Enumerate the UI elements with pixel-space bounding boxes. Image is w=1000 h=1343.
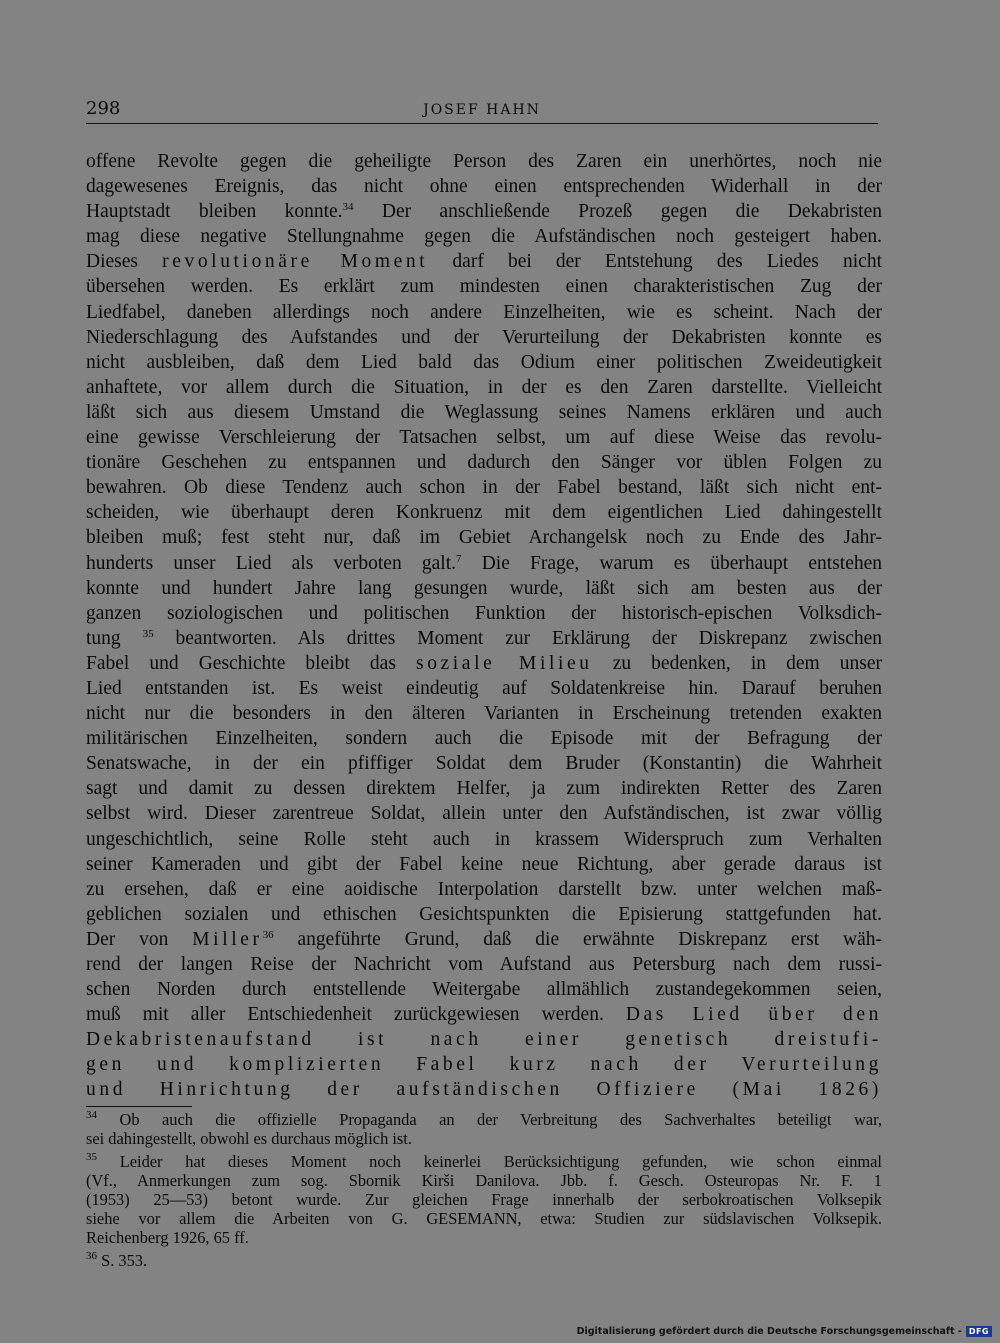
text-line: tung $^{35}$ beantworten. Als drittes Moment zur Erklärung der Diskrepanz zwischen bbox=[86, 627, 882, 649]
footnote-ref[interactable]: 36 bbox=[262, 928, 274, 941]
running-head: JOSEF HAHN bbox=[423, 102, 541, 118]
text-line: selbst wird. Dieser zarentreue Soldat, allein unter den Aufständischen, ist zwar völlig bbox=[86, 803, 882, 825]
text-line: Der von Miller$^{36}$ angeführte Grund, daß die erwähnte Diskrepanz erst wäh- bbox=[86, 928, 882, 950]
text-line: hunderts unser Lied als verboten galt.$^7$ Die Frage, warum es überhaupt entstehen bbox=[86, 552, 882, 574]
text-line: läßt sich aus diesem Umstand die Weglassung seines Namens erklären und auch bbox=[86, 401, 882, 423]
text-line: sagt und damit zu dessen direktem Helfer, ja zum indirekten Retter des Zaren bbox=[86, 778, 882, 800]
emphasis-spaced: Miller bbox=[192, 928, 263, 950]
text-line: tionäre Geschehen zu entspannen und dadurch den Sänger vor üblen Folgen zu bbox=[86, 452, 882, 474]
emphasis-spaced: soziale Milieu bbox=[416, 652, 593, 674]
text-line: nicht nur die besonders in den älteren Varianten in Erscheinung tretenden exakten bbox=[86, 703, 882, 725]
text-line: ganzen soziologischen und politischen Funktion der historisch-epischen Volksdich- bbox=[86, 602, 882, 624]
footnote-ref[interactable]: 7 bbox=[456, 552, 462, 565]
text-line: bewahren. Ob diese Tendenz auch schon in der Fabel bestand, läßt sich nicht ent- bbox=[86, 477, 882, 499]
dfg-logo-icon: DFG bbox=[966, 1326, 992, 1337]
footnote-34 bbox=[86, 1110, 882, 1148]
digitization-banner bbox=[577, 1323, 992, 1339]
text-line: Liedfabel, daneben allerdings noch andere Einzelheiten, wie es scheint. Nach der bbox=[86, 301, 882, 323]
text-line: seiner Kameraden und gibt der Fabel keine neue Richtung, aber gerade daraus ist bbox=[86, 853, 882, 875]
footnote-ref[interactable]: 35 bbox=[142, 627, 154, 640]
footnote-line: $^{36}$ S. 353. bbox=[86, 1251, 148, 1270]
text-line: bleiben muß; fest steht nur, daß im Gebiet Archangelsk noch zu Ende des Jahr- bbox=[86, 527, 882, 549]
text-line: ungeschichtlich, seine Rolle steht auch in krassem Widerspruch zum Verhalten bbox=[86, 828, 882, 850]
text-line: anhaftete, vor allem durch die Situation, in der es den Zaren darstellte. Vielleicht bbox=[86, 376, 882, 398]
text-line: Niederschlagung des Aufstandes und der Verurteilung der Dekabristen konnte es bbox=[86, 326, 882, 348]
text-line: offene Revolte gegen die geheiligte Person des Zaren ein unerhörtes, noch nie bbox=[86, 151, 882, 172]
banner-text: Digitalisierung gefördert durch die Deutsche Forschungsgemeinschaft - bbox=[576, 1325, 962, 1337]
footnotes bbox=[86, 1110, 882, 1274]
text-line: muß mit aller Entschiedenheit zurückgewiesen werden. Das Lied über den bbox=[86, 1004, 882, 1026]
text-line: geblichen sozialen und ethischen Gesichtspunkten die Episierung stattgefunden hat. bbox=[86, 903, 882, 925]
footnote-number: 36 bbox=[86, 1251, 97, 1262]
page-header bbox=[86, 98, 878, 122]
footnote-line: Reichenberg 1926, 65 ff. bbox=[86, 1228, 249, 1247]
text-line: Fabel und Geschichte bleibt das soziale Milieu zu bedenken, in dem unser bbox=[86, 652, 882, 674]
text-line: dagewesenes Ereignis, das nicht ohne einen entsprechenden Widerhall in der bbox=[86, 176, 882, 198]
footnote-line: sei dahingestellt, obwohl es durchaus möglich ist. bbox=[86, 1129, 412, 1148]
text-line: schen Norden durch entstellende Weitergabe allmählich zustandegekommen seien, bbox=[86, 979, 882, 1001]
text-line: übersehen werden. Es erklärt zum mindesten einen charakteristischen Zug der bbox=[86, 276, 882, 298]
footnote-line: $^{35}$ Leider hat dieses Moment noch keinerlei Berücksichtigung gefunden, wie schon einmal bbox=[86, 1152, 882, 1171]
text-line: Hauptstadt bleiben konnte.$^{34}$ Der anschließende Prozeß gegen die Dekabristen bbox=[86, 201, 882, 223]
text-line: militärischen Einzelheiten, sondern auch die Episode mit der Befragung der bbox=[86, 728, 882, 750]
text-line: zu ersehen, daß er eine aoidische Interpolation darstellt bzw. unter welchen maß- bbox=[86, 878, 882, 900]
emphasis-spaced: revolutionäre Moment bbox=[162, 251, 429, 273]
footnote-line: $^{34}$ Ob auch die offizielle Propaganda an der Verbreitung des Sachverhaltes beteiligt war, bbox=[86, 1110, 882, 1129]
footnote-35 bbox=[86, 1152, 882, 1247]
footnote-line: (1953) 25—53) betont wurde. Zur gleichen Frage innerhalb der serbokroatischen Volksepik bbox=[86, 1190, 882, 1209]
page-number: 298 bbox=[86, 98, 121, 119]
text-line: Senatswache, in der ein pfiffiger Soldat dem Bruder (Konstantin) die Wahrheit bbox=[86, 753, 882, 775]
text-line: mag diese negative Stellungnahme gegen die Aufständischen noch gesteigert haben. bbox=[86, 226, 882, 248]
footnote-line: siehe vor allem die Arbeiten von G. GESEMANN, etwa: Studien zur südslavischen Volksepik. bbox=[86, 1209, 882, 1228]
text-line: Dieses revolutionäre Moment darf bei der Entstehung des Liedes nicht bbox=[86, 251, 882, 273]
text-line: konnte und hundert Jahre lang gesungen wurde, läßt sich am besten aus der bbox=[86, 577, 882, 599]
emphasis-spaced-line: gen und komplizierten Fabel kurz nach der Verurteilung bbox=[86, 1054, 882, 1076]
text-line: Lied entstanden ist. Es weist eindeutig auf Soldatenkreise hin. Darauf beruhen bbox=[86, 677, 882, 699]
footnote-line: (Vf., Anmerkungen zum sog. Sbornik Kirši Danilova. Jbb. f. Gesch. Osteuropas Nr. F. 1 bbox=[86, 1171, 882, 1190]
body-text bbox=[86, 149, 882, 1103]
text-line: eine gewisse Verschleierung der Tatsachen selbst, um auf diese Weise das revolu- bbox=[86, 427, 882, 449]
footnote-36 bbox=[86, 1251, 882, 1270]
emphasis-spaced: Das Lied über den bbox=[625, 1004, 882, 1026]
footnote-ref[interactable]: 34 bbox=[342, 201, 354, 214]
header-rule bbox=[86, 123, 878, 124]
footnote-number: 35 bbox=[86, 1152, 97, 1163]
footnote-number: 34 bbox=[86, 1110, 97, 1121]
text-line: nicht ausbleiben, daß dem Lied bald das Odium einer politischen Zweideutigkeit bbox=[86, 351, 882, 373]
emphasis-spaced-line: und Hinrichtung der aufständischen Offiziere (Mai 1826) bbox=[86, 1079, 882, 1101]
text-line: rend der langen Reise der Nachricht vom Aufstand aus Petersburg nach dem russi- bbox=[86, 954, 882, 975]
text-line: scheiden, wie überhaupt deren Konkruenz mit dem eigentlichen Lied dahingestellt bbox=[86, 502, 882, 524]
emphasis-spaced-line: Dekabristenaufstand ist nach einer genetisch dreistufi- bbox=[86, 1029, 882, 1051]
footnote-rule bbox=[86, 1106, 192, 1107]
